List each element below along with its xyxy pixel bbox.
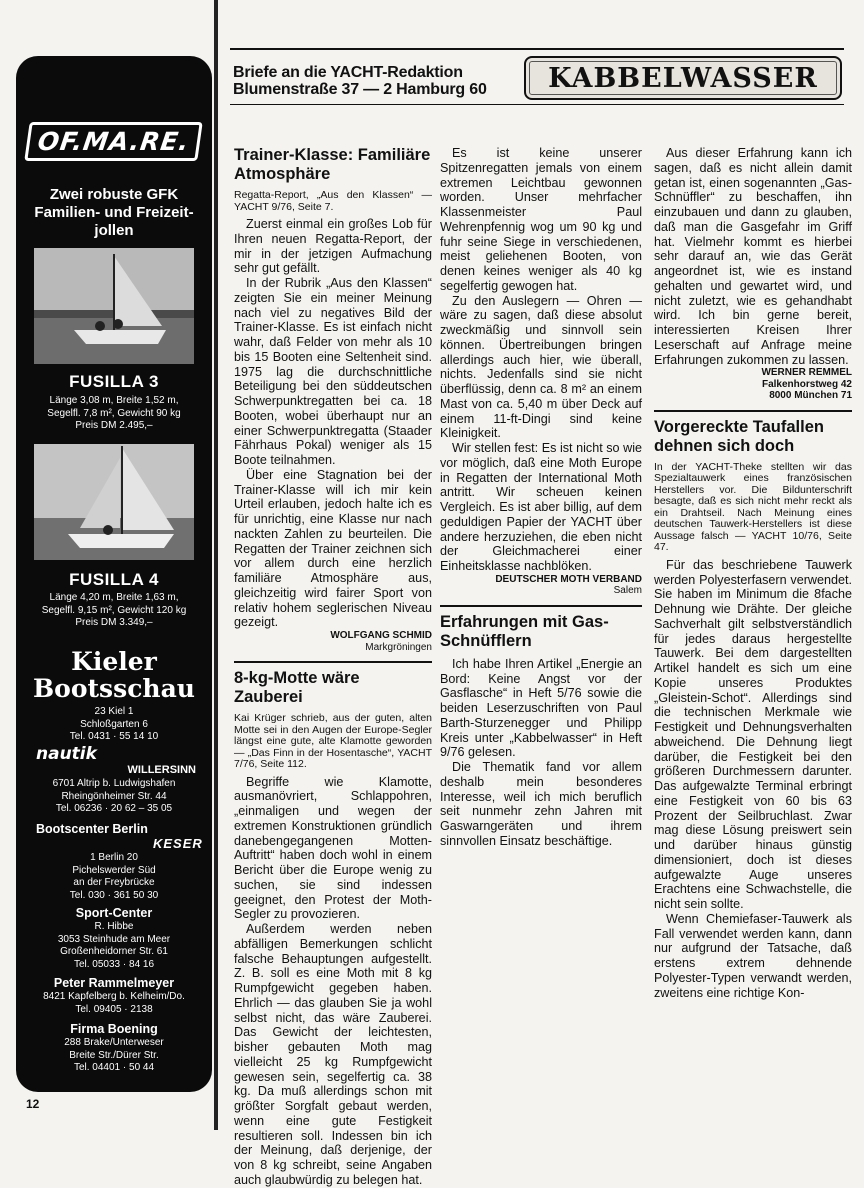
- column-2: [440, 146, 642, 849]
- berlin-street: Pichelswerder Süd: [72, 864, 156, 876]
- gas-paragraph-2: Die Thematik fand vor allem deshalb mein besonderes Interesse, weil ich mich beruflich seit nunmehr zehn Jahren mit Gaswarngeräten und ihrem sinnvollen Einsatz beschäftige.: [440, 760, 642, 848]
- kb-street: Schloßgarten 6: [80, 718, 148, 730]
- fusilla-4-spec-sail: Segelfl. 9,15 m², Gewicht 120 kg: [41, 604, 187, 616]
- fusilla-4-price: Preis DM 3.349,–: [75, 617, 153, 628]
- kieler-word: Kieler: [71, 647, 157, 676]
- fusilla-4-spec-dimensions: Länge 4,20 m, Breite 1,63 m,: [49, 592, 179, 603]
- kb-city: 23 Kiel 1: [94, 706, 134, 717]
- trainer-paragraph-1: Zuerst einmal ein großes Lob für Ihren neuen Regatta-Report, der mir in der jetzigen Aufmachung sehr gut gefällt.: [234, 217, 432, 276]
- header-rule-top: [230, 48, 844, 50]
- boening-phone: Tel. 04401 · 50 44: [73, 1062, 155, 1073]
- trainer-article-title: Trainer-Klasse: Familiäre Atmosphäre: [234, 146, 431, 183]
- motte-paragraph-5: Wir stellen fest: Es ist nicht so wie vor möglich, daß eine Moth Europe in Regatten der International Moth antritt. Wir scheuen keinen Vergleich. Es ist aber billig, auf dem geduldigen Papier der YACHT über andere herzuziehen, die eben nicht der Gleichmacherei einer Einheitsklasse nachblöken.: [440, 441, 642, 573]
- willersinn-street: Rheingönheimer Str. 44: [61, 790, 167, 802]
- sport-center-address: [16, 906, 212, 971]
- address-line-1: Briefe an die YACHT-Redaktion: [233, 64, 463, 81]
- trainer-location: Markgröningen: [365, 641, 432, 653]
- ad-tagline: Zwei robuste GFK Familien- und Freizeit-jollen: [34, 186, 194, 239]
- gas-paragraph-1: Ich habe Ihren Artikel „Energie an Bord: Keine Angst vor der Gasflasche“ in Heft 5/76 sowie die beiden Leserzuschriften von Paul Barth-Sturzenegger und Philipp Kreis unter „Kabbelwasser“ in Heft 9/76 gelesen.: [440, 656, 642, 760]
- article-divider: [440, 605, 642, 607]
- fusilla-3-name: FUSILLA 3: [69, 372, 159, 391]
- berlin-city: 1 Berlin 20: [90, 852, 138, 863]
- motte-author: DEUTSCHER MOTH VERBAND: [495, 573, 642, 585]
- rammelmeyer-name: Peter Rammelmeyer: [53, 976, 175, 990]
- motte-article-title: 8-kg-Motte wäre Zauberei: [234, 669, 360, 706]
- article-divider: [234, 661, 432, 663]
- fusilla-3-spec-sail: Segelfl. 7,8 m², Gewicht 90 kg: [47, 407, 181, 419]
- editorial-address: [233, 64, 533, 98]
- taufallen-paragraph-2: Wenn Chemiefaser-Tauwerk als Fall verwendet werden kann, dann nur aufgrund der Tatsache, daß erstens extrem dehnende Polyester-Typen verwandt werden, zweitens eine richtige Kon-: [654, 911, 852, 1000]
- fusilla-3-specs: [16, 395, 212, 433]
- willersinn-address: [16, 778, 212, 816]
- sport-center-owner: R. Hibbe: [94, 921, 134, 932]
- berlin-phone: Tel. 030 · 361 50 30: [69, 889, 159, 901]
- kb-phone: Tel. 0431 · 55 14 10: [69, 731, 159, 742]
- gas-street: Falkenhorstweg 42: [761, 378, 852, 390]
- motte-paragraph-2: Außerdem werden neben abfälligen Bemerkungen schlicht falsche Behauptungen aufgestellt. Z. B. soll es eine Moth mit 8 kg Rumpfgewicht gegeben haben. Ehrlich — das glauben Sie ja wohl selbst nicht, das wäre Zauberei. Das Gewicht der leichtesten, bisher gebauten Moth mag vielleicht 25 kg Rumpfgewicht gewesen sein, segelfertig ca. 38 kg. Da muß allerdings schon mit größter Sorgfalt gebaut werden, wenn eine gute Festigkeit resultieren soll. Indessen bin ich der Meinung, daß derjenige, der von 8 kg schreibt, seine Angaben auch glaubwürdig zu belegen hat.: [234, 922, 432, 1187]
- ofmare-logo-text: OF.MA.RE.: [25, 122, 204, 161]
- motte-paragraph-1: Begriffe wie Klamotte, ausmanövriert, Schlappohren, „einmaligen und wegen der extremen Konstruktionen gründlich danebengegangenen Motten-Auftritt“ haben doch wohl in einem Bericht über die Europe wenig zu suchen, sie sind indessen geeignet, den Protest der Moth-Segler zu provozieren.: [234, 774, 432, 922]
- willersinn-phone: Tel. 06236 · 20 62 – 35 05: [55, 803, 173, 814]
- nautik-logo: nautik: [36, 744, 97, 764]
- boening-name: Firma Boening: [70, 1022, 158, 1036]
- kabbelwasser-banner: KABBELWASSER: [524, 56, 842, 100]
- ofmare-logo: [20, 114, 208, 168]
- fusilla-4-photo: [34, 444, 194, 560]
- boening-street: Breite Str./Dürer Str.: [69, 1049, 159, 1061]
- trainer-paragraph-3: Über eine Stagnation bei der Trainer-Klasse will ich mir kein Urteil erlauben, jedoch halte ich es für unrichtig, eine Klasse nur nach nackten Zahlen zu beurteilen. Die Regatten der Trainer zeichnen sich vor allem durch eine herzlich familiäre Atmosphäre aus, gleichzeitig wird fairer Sport von relativ hohem seglerischen Niveau gezeigt.: [234, 467, 432, 630]
- page-number: 12: [26, 1097, 40, 1111]
- fusilla-4-specs: [16, 592, 212, 630]
- kieler-bootsschau-heading: [16, 648, 212, 702]
- taufallen-article-intro: In der YACHT-Theke stellten wir das Spezialtauwerk eines französischen Herstellers vor. Die Bildunterschrift besagte, daß es sich nicht mehr reckt als ein Drahtseil. Nach Meinung eines deutschen Tauwerk-Herstellers ist diese Aussage falsch — YACHT 10/76, Seite 47.: [654, 460, 852, 554]
- column-1: [234, 146, 432, 1188]
- gas-author: WERNER REMMEL: [761, 367, 852, 379]
- gas-article-title: Erfahrungen mit Gas-Schnüfflern: [440, 612, 609, 650]
- header-rule-bottom: [230, 104, 844, 105]
- sport-center-street: Großenheidorner Str. 61: [60, 946, 168, 957]
- trainer-article-intro: Regatta-Report, „Aus den Klassen“ — YACHT 9/76, Seite 7.: [234, 189, 432, 213]
- bootscenter-berlin-address: [16, 852, 212, 902]
- address-line-2: Blumenstraße 37 — 2 Hamburg 60: [233, 81, 487, 98]
- willersinn-name: WILLERSINN: [127, 764, 196, 776]
- rammelmeyer-address: [16, 976, 212, 1016]
- keser-logo: KESER: [153, 836, 203, 851]
- willersinn-city: 6701 Altrip b. Ludwigshafen: [52, 778, 176, 789]
- motte-article-intro: Kai Krüger schrieb, aus der guten, alten Motte sei in den Augen der Europe-Segler längst eine gute, alte Klamotte geworden — „Das Finn in der Hosentasche“, YACHT 7/76, Seite 112.: [234, 712, 432, 770]
- kieler-bootsschau-address: [16, 706, 212, 744]
- trainer-author: WOLFGANG SCHMID: [330, 630, 432, 641]
- rammelmeyer-phone: Tel. 09405 · 2138: [75, 1003, 153, 1015]
- advertisement-panel: [16, 56, 212, 1092]
- bootscenter-berlin-name: Bootscenter Berlin: [36, 822, 148, 836]
- fusilla-4-name: FUSILLA 4: [69, 570, 159, 589]
- gas-city: 8000 München 71: [769, 390, 852, 402]
- trainer-paragraph-2: In der Rubrik „Aus den Klassen“ zeigten Sie ein meiner Meinung nach viel zu negatives Bild der Trainer-Klasse. Es ist einfach nicht wahr, daß Felder von mehr als 10 bis 15 Booten eine Seltenheit sind. 1975 lag die durchschnittliche Beteiligung bei den süddeutschen Schwerpunktregatten bei ca. 18 Booten, wobei überhaupt nur an einer Schwerpunktregatta (Staader Fährhaus Pokal) weniger als 15 Boote teilnahmen.: [234, 276, 432, 467]
- motte-location: Salem: [613, 585, 642, 597]
- fusilla-3-spec-dimensions: Länge 3,08 m, Breite 1,52 m,: [49, 395, 179, 406]
- sport-center-phone: Tel. 05033 · 84 16: [73, 958, 155, 970]
- taufallen-paragraph-1: Für das beschriebene Tauwerk werden Polyesterfasern verwendet. Sie haben im Minimum die 8fache Dehnung wie Drähte. Der gleiche Sachverhalt gilt selbstverständlich für jedes daraus hergestellte Tauwerk. Bei dem dargestellten Artikel handelt es sich um eine Kopie unseres Produktes „Gleistein-Schot“. Allerdings sind die technischen Merkmale wie Festigkeit und Dehnungsverhalten abweichend. Die Dehnung liegt darüber, die Festigkeit bei den größeren Durchmessern darunter. Das aufgewalzte Terminal erbringt eine Festigkeit von 60 bis 63 Prozent der Seilbruchlast. Zwar mag diese Lösung preiswert sein und darüber hinaus günstig dimensioniert, doch ist dieses aufgewalzte Auge unseres Erachtens eine Schwachstelle, die nicht sein sollte.: [654, 557, 852, 911]
- boening-address: [16, 1022, 212, 1075]
- fusilla-3-photo: [34, 248, 194, 364]
- motte-paragraph-3: Es ist keine unserer Spitzenregatten jemals von einem extremen Leichtbau gewonnen worden. Unser mehrfacher Klassenmeister Paul Wehrenpfennig wog um 90 kg und fuhr seine Siege in verschiedenen, meist geliehenen Booten, von denen keines weniger als 40 kg segelfertig gewogen hat.: [440, 146, 642, 293]
- column-3: [654, 146, 852, 1000]
- sport-center-name: Sport-Center: [75, 906, 153, 920]
- rammelmeyer-city: 8421 Kapfelberg b. Kelheim/Do.: [43, 991, 185, 1002]
- page-gutter: [214, 0, 218, 1130]
- bootsschau-word: Bootsschau: [33, 674, 195, 703]
- motte-paragraph-4: Zu den Auslegern — Ohren — wäre zu sagen, daß diese absolut zweckmäßig und sinnvoll sein können. Übertreibungen bringen allerdings auch hier, wie überall, nichts. Jedenfalls sind sie nicht überflüssig, denn ca. 8 m² an einem Mast von ca. 5,40 m über Deck auf einem 11-ft-Dingi sind keine Kleinigkeit.: [440, 293, 642, 441]
- trainer-signature: [234, 630, 432, 653]
- article-divider: [654, 410, 852, 412]
- boening-city: 288 Brake/Unterweser: [64, 1037, 164, 1048]
- sport-center-city: 3053 Steinhude am Meer: [57, 933, 171, 945]
- fusilla-3-price: Preis DM 2.495,–: [75, 420, 153, 431]
- motte-signature: [440, 574, 642, 597]
- gas-signature: [654, 367, 852, 402]
- taufallen-article-title: Vorgereckte Taufallen dehnen sich doch: [654, 417, 824, 455]
- berlin-street2: an der Freybrücke: [73, 877, 155, 888]
- gas-paragraph-3: Aus dieser Erfahrung kann ich sagen, daß es nicht allein damit getan ist, einen sogenannten „Gas-Schnüffler“ zu beschaffen, ihn einzubauen und dann zu glauben, daß man die Gasgefahr im Griff hat. Vielmehr kommt es hierbei sehr darauf an, wie das Gerät angeordnet ist, wie es instand gehalten und gewartet wird, und nicht zuletzt, wie es gehandhabt wird. Ich bin gerne bereit, interessierten Kreisen Ihrer Leserschaft auf Anfrage meine Erfahrungen zukommen zu lassen.: [654, 146, 852, 367]
